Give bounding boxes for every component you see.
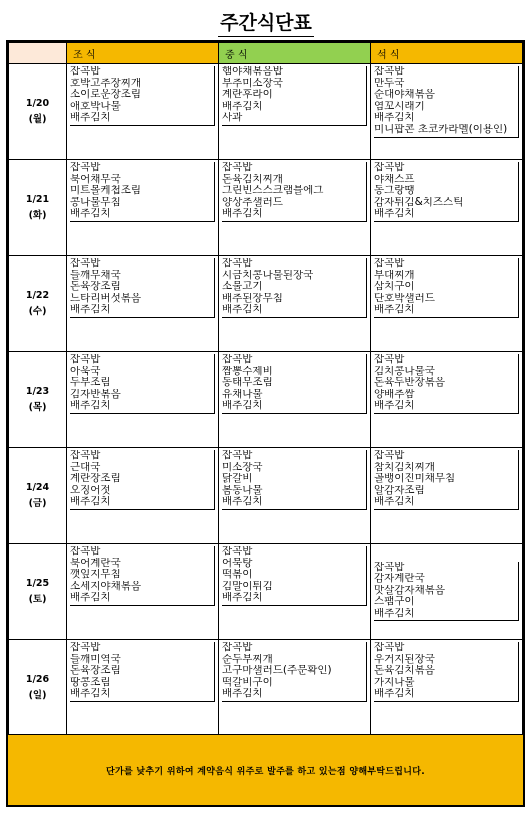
list-item: 고구마샐러드(주문확인) [222,665,332,677]
list-item: 감자튀김&치즈스틱 [374,196,464,208]
list-item: 잡곡밥 [374,354,405,365]
lunch-menu-cell [219,448,371,544]
menu-list [70,66,215,126]
list-item: 잡곡밥 [374,450,405,461]
list-item: 짬뽕수제비 [222,365,273,377]
lunch-menu-cell [219,256,371,352]
list-item: 염꼬시래기 [374,100,425,112]
list-item: 소불고기 [222,281,263,293]
list-item: 가지나물 [374,676,415,688]
menu-list [70,162,215,222]
list-item: 동그랑땡 [374,185,415,197]
list-item: 배추김치 [70,112,111,124]
menu-list [70,642,215,702]
list-item: 배추김치 [222,496,263,508]
list-item: 순두부찌개 [222,653,273,665]
list-item: 잡곡밥 [70,642,101,653]
menu-list [374,562,519,622]
list-item: 배추김치 [374,607,415,619]
day-weekday: (토) [28,593,47,605]
list-item: 배추김치 [222,208,263,220]
menu-frame [6,40,525,807]
day-date: 1/20 [25,97,50,109]
list-item: 북어채무국 [70,173,121,185]
list-item: 잡곡밥 [70,258,101,269]
list-item: 돈육김치찌개 [222,173,283,185]
list-item: 어묵탕 [222,557,253,569]
lunch-header: 중 식 [219,43,371,64]
menu-list [222,354,367,414]
menu-list [374,642,519,702]
header-row [9,43,523,64]
lunch-menu-cell [219,640,371,736]
day-weekday: (일) [28,689,47,701]
list-item: 양배추쌈 [374,388,415,400]
list-item: 맛살감자채볶음 [374,584,446,596]
list-item: 배추김치 [374,208,415,220]
list-item: 알감자조림 [374,484,425,496]
list-item: 돈육장조림 [70,665,121,677]
menu-list [222,450,367,510]
list-item: 돈육장조림 [70,281,121,293]
menu-list [374,162,519,222]
menu-list [374,450,519,510]
list-item: 들깨미역국 [70,653,121,665]
list-item: 잡곡밥 [222,642,253,653]
lunch-menu-cell [219,64,371,160]
list-item: 계란후라이 [222,89,273,101]
list-item: 양상추샐러드 [222,196,283,208]
table-row [9,544,523,640]
list-item: 배추김치 [70,208,111,220]
list-item: 잡곡밥 [222,258,253,269]
list-item: 김자반볶음 [70,388,121,400]
day-cell [9,64,67,160]
list-item: 배추김치 [70,304,111,316]
list-item: 소이로운장조림 [70,89,142,101]
list-item: 야채스프 [374,173,415,185]
breakfast-menu-cell [67,160,219,256]
list-item: 호박고추장찌개 [70,77,142,89]
corner-cell [9,43,67,64]
day-weekday: (금) [28,497,47,509]
list-item: 유채나물 [222,388,263,400]
list-item: 잡곡밥 [70,354,101,365]
list-item: 햄야채볶음밥 [222,66,283,77]
day-date: 1/23 [25,385,50,397]
list-item: 배추김치 [374,400,415,412]
footer-notice: 단가를 낮추기 위하여 계약음식 위주로 발주를 하고 있는점 양해부탁드립니다. [8,734,523,805]
menu-list [70,450,215,510]
list-item: 잡곡밥 [70,66,101,77]
list-item: 콩나물무침 [70,196,121,208]
list-item: 북어계란국 [70,557,121,569]
day-cell [9,160,67,256]
table-row [9,160,523,256]
list-item: 배추김치 [222,688,263,700]
dinner-menu-cell [371,640,523,736]
menu-list [222,546,367,606]
breakfast-header: 조 식 [67,43,219,64]
list-item: 소세지야채볶음 [70,580,142,592]
day-date: 1/22 [25,289,50,301]
lunch-menu-cell [219,160,371,256]
lunch-menu-cell [219,544,371,640]
list-item: 감자계란국 [374,573,425,585]
breakfast-menu-cell [67,640,219,736]
list-item: 잡곡밥 [70,162,101,173]
table-row [9,352,523,448]
list-item: 시금치콩나물된장국 [222,269,314,281]
menu-list [222,162,367,222]
list-item: 골뱅이진미채무침 [374,473,456,485]
list-item: 닭갈비 [222,473,253,485]
menu-list [222,258,367,318]
list-item: 오징어젓 [70,484,111,496]
breakfast-menu-cell [67,448,219,544]
list-item: 땅콩조림 [70,676,111,688]
list-item: 잡곡밥 [70,450,101,461]
list-item: 미니팝콘 초코카라멜(이용인) [374,123,508,135]
list-item: 잡곡밥 [374,162,405,173]
table-row [9,640,523,736]
list-item: 들깨무채국 [70,269,121,281]
menu-list [374,66,519,138]
list-item: 배추된장무침 [222,292,283,304]
list-item: 동태무조림 [222,377,273,389]
list-item: 미트볼케첩조림 [70,185,142,197]
dinner-menu-cell [371,448,523,544]
list-item: 배추김치 [70,592,111,604]
list-item: 배추김치 [70,496,111,508]
breakfast-menu-cell [67,544,219,640]
list-item: 배추김치 [374,688,415,700]
list-item: 잡곡밥 [222,450,253,461]
list-item: 잡곡밥 [374,561,405,573]
dinner-menu-cell [371,544,523,640]
list-item: 사과 [222,112,243,124]
table-row [9,448,523,544]
list-item: 부대찌개 [374,269,415,281]
list-item: 떡갈비구이 [222,676,273,688]
day-weekday: (수) [28,305,47,317]
list-item: 잡곡밥 [70,546,101,557]
list-item: 참치김치찌개 [374,461,435,473]
list-item: 잡곡밥 [374,66,405,77]
day-cell [9,640,67,736]
list-item: 돈육두반장볶음 [374,377,446,389]
list-item: 잡곡밥 [222,546,253,557]
list-item: 배추김치 [70,688,111,700]
list-item: 만두국 [374,77,405,89]
list-item: 돈육김치볶음 [374,665,435,677]
dinner-menu-cell [371,64,523,160]
day-weekday: (월) [28,113,47,125]
list-item: 애호박나물 [70,100,121,112]
list-item: 봄동나물 [222,484,263,496]
list-item: 배추김치 [70,400,111,412]
menu-body [9,64,523,736]
list-item: 부추미소장국 [222,77,283,89]
day-date: 1/21 [25,193,50,205]
list-item: 느타리버섯볶음 [70,292,142,304]
list-item: 잡곡밥 [222,162,253,173]
dinner-menu-cell [371,352,523,448]
list-item: 배추김치 [222,304,263,316]
day-cell [9,448,67,544]
list-item: 배추김치 [222,100,263,112]
list-item: 미소장국 [222,461,263,473]
breakfast-menu-cell [67,64,219,160]
list-item: 배추김치 [374,112,415,124]
menu-list [70,258,215,318]
dinner-menu-cell [371,160,523,256]
menu-list [70,546,215,606]
list-item: 떡볶이 [222,569,253,581]
day-cell [9,256,67,352]
list-item: 잡곡밥 [222,354,253,365]
page-title: 주간식단표 [0,8,532,37]
dinner-header: 석 식 [371,43,523,64]
list-item: 아욱국 [70,365,101,377]
day-cell [9,352,67,448]
list-item: 스팸구이 [374,596,415,608]
menu-list [374,258,519,318]
menu-list [374,354,519,414]
list-item: 잡곡밥 [374,258,405,269]
table-row [9,256,523,352]
list-item: 배추김치 [222,400,263,412]
lunch-menu-cell [219,352,371,448]
list-item: 배추김치 [374,496,415,508]
day-date: 1/24 [25,481,50,493]
day-date: 1/25 [25,577,50,589]
list-item: 잡곡밥 [374,642,405,653]
list-item: 근대국 [70,461,101,473]
list-item: 배추김치 [374,304,415,316]
weekly-menu-table [8,42,523,736]
menu-list [222,66,367,126]
list-item: 김말이튀김 [222,580,273,592]
day-weekday: (화) [28,209,47,221]
day-date: 1/26 [25,673,50,685]
day-weekday: (목) [28,401,47,413]
list-item: 두부조림 [70,377,111,389]
list-item: 깻잎지무침 [70,569,121,581]
breakfast-menu-cell [67,352,219,448]
list-item: 김치콩나물국 [374,365,435,377]
list-item: 우거지된장국 [374,653,435,665]
list-item: 그린빈스스크램블에그 [222,185,324,197]
list-item: 배추김치 [222,592,263,604]
table-row [9,64,523,160]
menu-list [70,354,215,414]
menu-list [222,642,367,702]
list-item: 삼치구이 [374,281,415,293]
list-item: 단호박샐러드 [374,292,435,304]
list-item: 계란장조림 [70,473,121,485]
day-cell [9,544,67,640]
dinner-menu-cell [371,256,523,352]
list-item: 순대야채볶음 [374,89,435,101]
breakfast-menu-cell [67,256,219,352]
